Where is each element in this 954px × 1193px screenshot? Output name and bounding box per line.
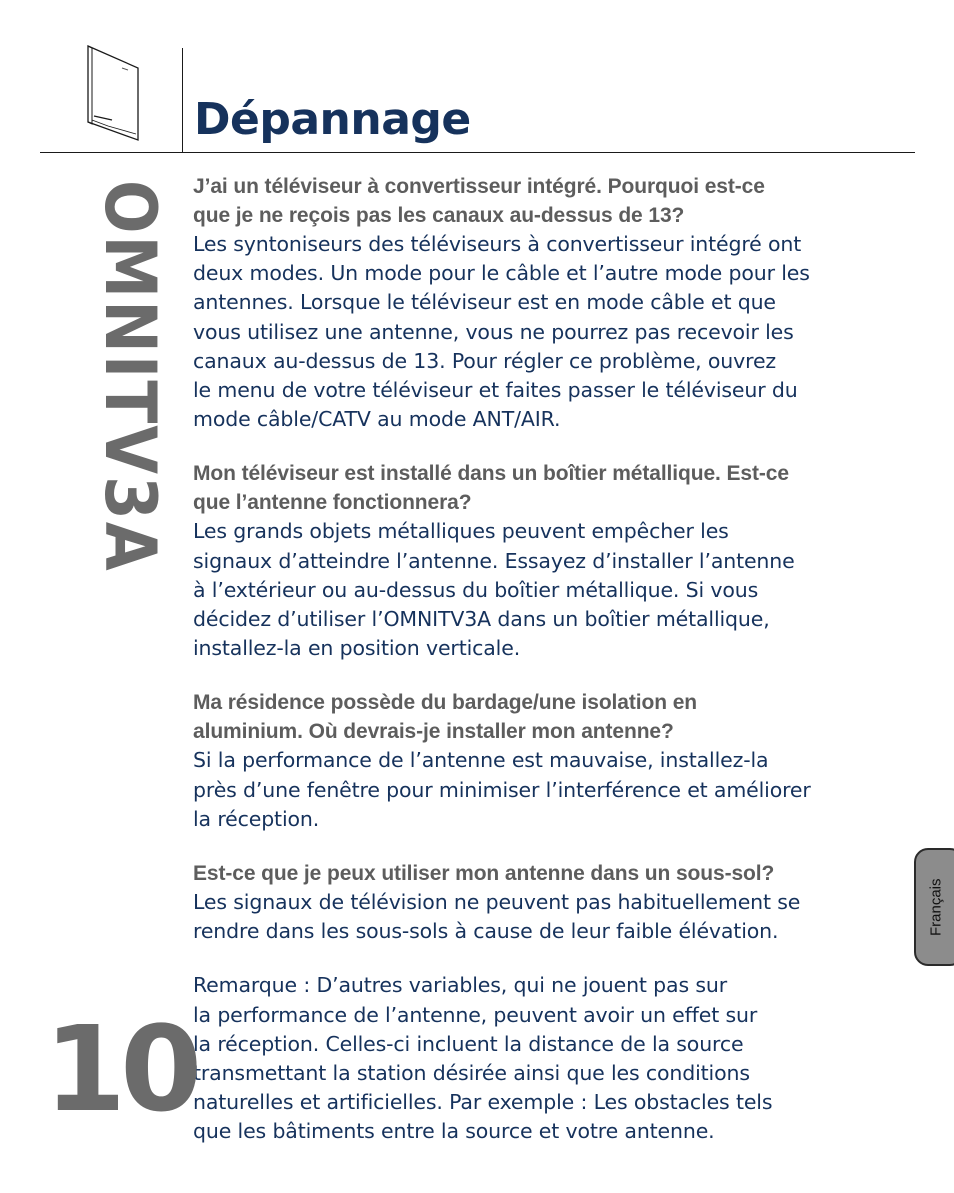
header-horizontal-rule <box>40 152 915 153</box>
faq-item-4 <box>193 859 918 946</box>
antenna-product-illustration <box>78 44 144 144</box>
language-tab <box>914 848 954 966</box>
faq-item-3 <box>193 688 918 834</box>
faq-question: Ma résidence possède du bardage/une isolation en aluminium. Où devrais-je installer mon antenne? <box>193 691 697 744</box>
faq-answer: Les grands objets métalliques peuvent empêcher les signaux d’atteindre l’antenne. Essayez d’installer l’antenne à l’extérieur ou au-dessus du boîtier métallique. Si vous décidez d’utiliser l’OMNITV3A dans un boîtier métallique, installez-la en position verticale. <box>193 519 795 661</box>
faq-question: J’ai un téléviseur à convertisseur intégré. Pourquoi est-ce que je ne reçois pas les canaux au-dessus de 13? <box>193 175 765 227</box>
page-number: 10 <box>44 1000 197 1138</box>
remark-note: Remarque : D’autres variables, qui ne jouent pas sur la performance de l’antenne, peuvent avoir un effet sur la réception. Celles-ci incluent la distance de la source transmettant la station désirée ainsi que les conditions naturelles et artificielles. Par exemple : Les obstacles tels que les bâtiments entre la source et votre antenne. <box>193 973 773 1144</box>
faq-content <box>193 172 918 1147</box>
faq-question: Mon téléviseur est installé dans un boîtier métallique. Est-ce que l’antenne fonctionnera? <box>193 462 789 515</box>
faq-question: Est-ce que je peux utiliser mon antenne dans un sous-sol? <box>193 862 775 886</box>
header-vertical-rule <box>182 48 183 152</box>
faq-answer: Les signaux de télévision ne peuvent pas habituellement se rendre dans les sous-sols à cause de leur faible élévation. <box>193 890 801 944</box>
brand-vertical-label <box>89 180 171 573</box>
page-title: Dépannage <box>194 94 471 145</box>
faq-answer: Les syntoniseurs des téléviseurs à convertisseur intégré ont deux modes. Un mode pour le câble et l’autre mode pour les antennes. Lorsque le téléviseur est en mode câble et que vous utilisez une antenne, vous ne pourrez pas recevoir les canaux au-dessus de 13. Pour régler ce problème, ouvrez le menu de votre téléviseur et faites passer le téléviseur du mode câble/CATV au mode ANT/AIR. <box>193 232 810 432</box>
faq-answer: Si la performance de l’antenne est mauvaise, installez-la près d’une fenêtre pour minimiser l’interférence et améliorer la réception. <box>193 748 811 831</box>
language-tab-label: Français <box>927 878 945 936</box>
brand-name: OMNITV3A <box>89 180 171 573</box>
faq-item-1 <box>193 172 918 434</box>
faq-item-2 <box>193 459 918 663</box>
